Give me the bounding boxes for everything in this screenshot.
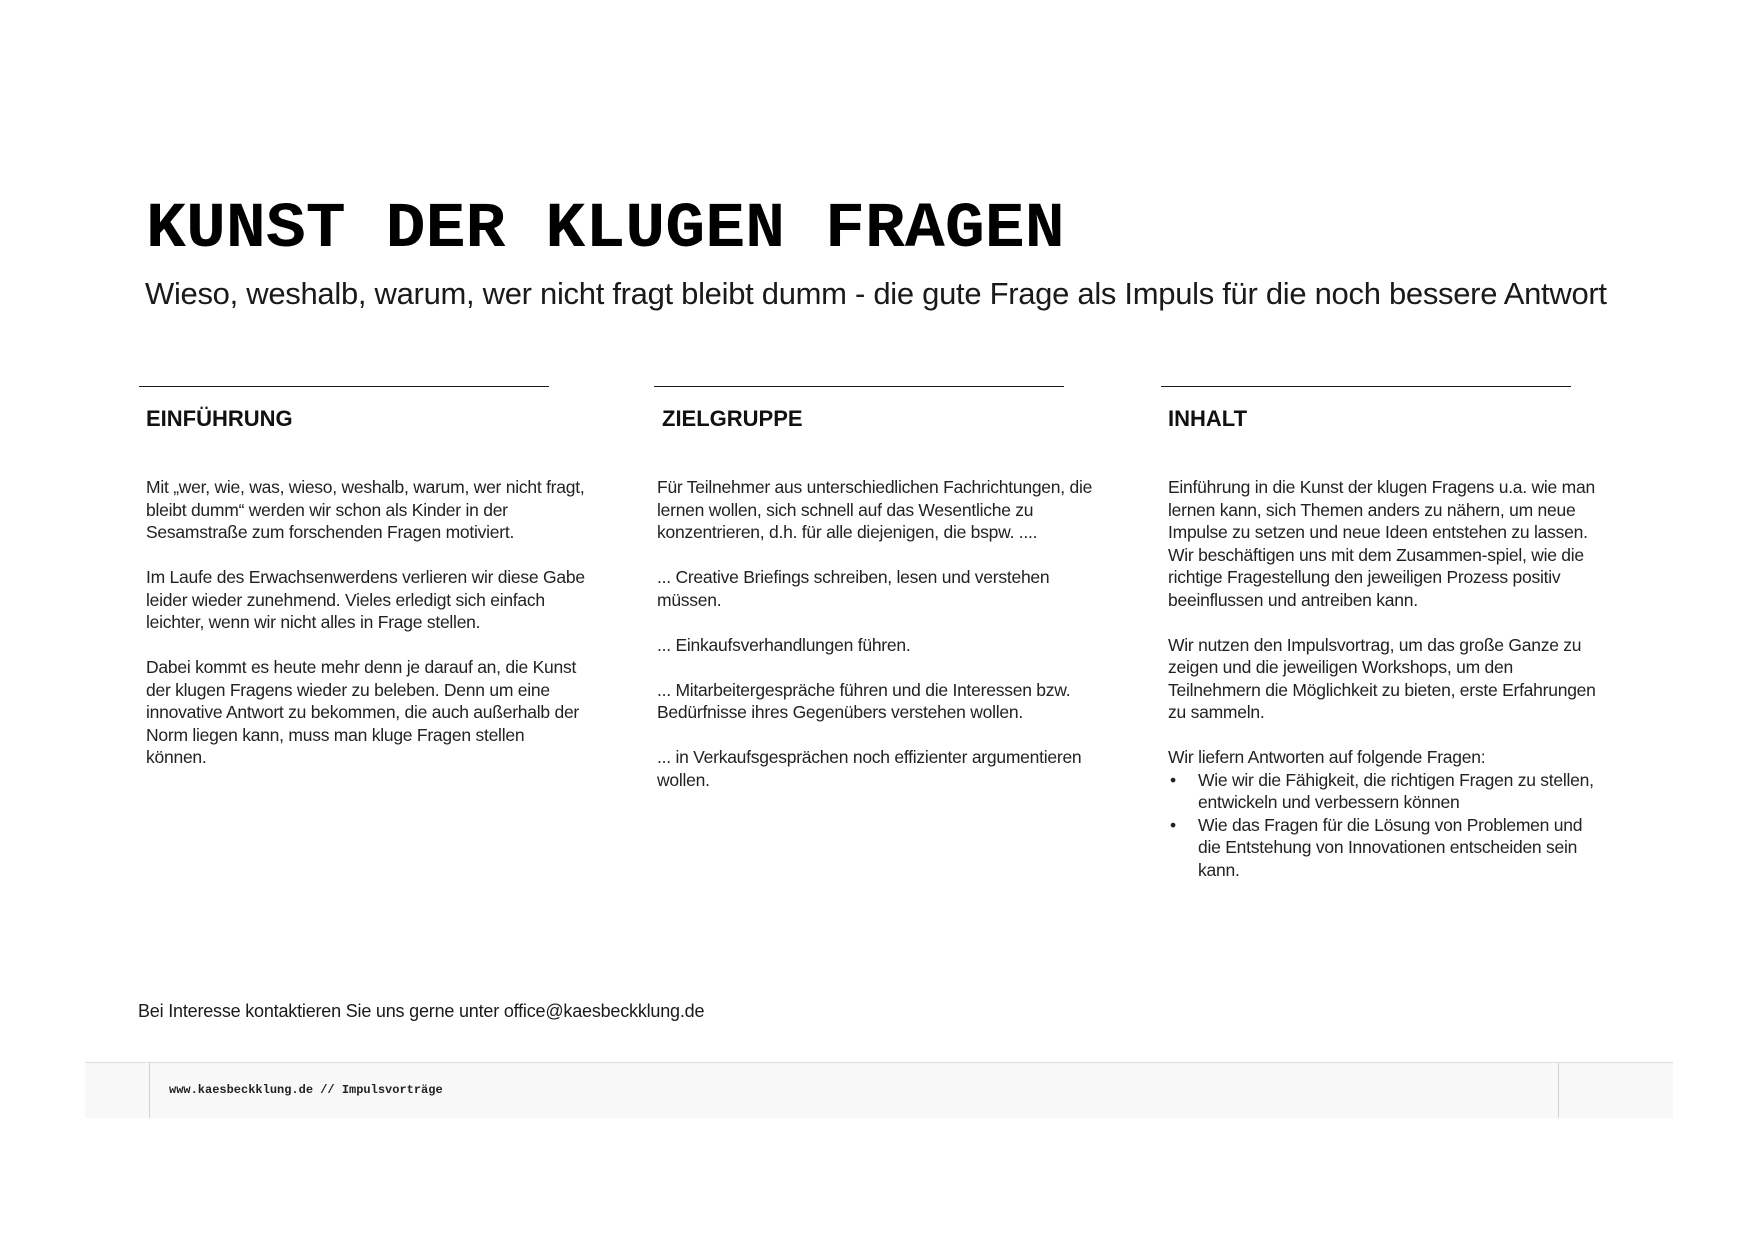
- paragraph: Mit „wer, wie, was, wieso, weshalb, warum, wer nicht fragt, bleibt dumm“ werden wir schon als Kinder in der Sesamstraße zum forschenden Fragen motiviert.: [146, 477, 585, 542]
- paragraph: ... Mitarbeitergespräche führen und die Interessen bzw. Bedürfnisse ihres Gegenübers verstehen wollen.: [657, 679, 1071, 722]
- paragraph: Für Teilnehmer aus unterschiedlichen Fachrichtungen, die lernen wollen, sich schnell auf das Wesentliche zu konzentrieren, d.h. für alle diejenigen, die bspw. ....: [657, 477, 1093, 542]
- footer-text: www.kaesbeckklung.de // Impulsvorträge: [169, 1083, 443, 1097]
- list-item: • Wie das Fragen für die Lösung von Problemen und die Entstehung von Innovationen entscheiden sein kann.: [1168, 814, 1598, 882]
- section-zielgruppe: [654, 386, 1093, 790]
- section-divider: [654, 386, 1064, 387]
- footer-divider-right: [1558, 1063, 1559, 1118]
- section-body: [146, 476, 586, 791]
- page-footer: [85, 1062, 1673, 1118]
- bullet-list: [1168, 769, 1598, 882]
- section-body: [657, 476, 1107, 814]
- section-body: [1168, 476, 1598, 881]
- section-divider: [139, 386, 549, 387]
- paragraph: Im Laufe des Erwachsenwerdens verlieren wir diese Gabe leider wieder zunehmend. Vieles erledigt sich einfach leichter, wenn wir nicht alles in Frage stellen.: [146, 567, 585, 632]
- paragraph: Wir nutzen den Impulsvortrag, um das große Ganze zu zeigen und die jeweiligen Workshops, um den Teilnehmern die Möglichkeit zu bieten, erste Erfahrungen zu sammeln.: [1168, 634, 1596, 722]
- paragraph: Dabei kommt es heute mehr denn je darauf an, die Kunst der klugen Fragens wieder zu beleben. Denn um eine innovative Antwort zu bekommen, die auch außerhalb der Norm liegen kann, muss man kluge Fragen stellen können.: [146, 657, 580, 767]
- section-divider: [1161, 386, 1571, 387]
- paragraph: ... Einkaufsverhandlungen führen.: [657, 634, 911, 655]
- paragraph: Einführung in die Kunst der klugen Fragens u.a. wie man lernen kann, sich Themen anders zu nähern, um neue Impulse zu setzen und neue Ideen entstehen zu lassen. Wir beschäftigen uns mit dem Zusammen-spiel, wie die richtige Fragestellung den jeweiligen Prozess positiv beeinflussen und antreiben kann.: [1168, 477, 1595, 610]
- page-subtitle: Wieso, weshalb, warum, wer nicht fragt bleibt dumm - die gute Frage als Impuls für die noch bessere Antwort: [145, 276, 1607, 311]
- paragraph: ... in Verkaufsgesprächen noch effizienter argumentieren wollen.: [657, 747, 1082, 790]
- list-item: • Wie wir die Fähigkeit, die richtigen Fragen zu stellen, entwickeln und verbessern können: [1168, 769, 1598, 814]
- paragraph: ... Creative Briefings schreiben, lesen und verstehen müssen.: [657, 567, 1050, 610]
- page-title: KUNST DER KLUGEN FRAGEN: [146, 194, 1065, 266]
- contact-line: Bei Interesse kontaktieren Sie uns gerne unter office@kaesbeckklung.de: [138, 1001, 705, 1021]
- section-heading: EINFÜHRUNG: [146, 406, 293, 431]
- section-heading: ZIELGRUPPE: [662, 406, 803, 431]
- paragraph: Wir liefern Antworten auf folgende Fragen:: [1168, 747, 1486, 767]
- footer-divider-left: [149, 1063, 150, 1118]
- section-einfuehrung: [139, 386, 585, 767]
- section-heading: INHALT: [1168, 406, 1248, 431]
- section-inhalt: [1161, 386, 1596, 880]
